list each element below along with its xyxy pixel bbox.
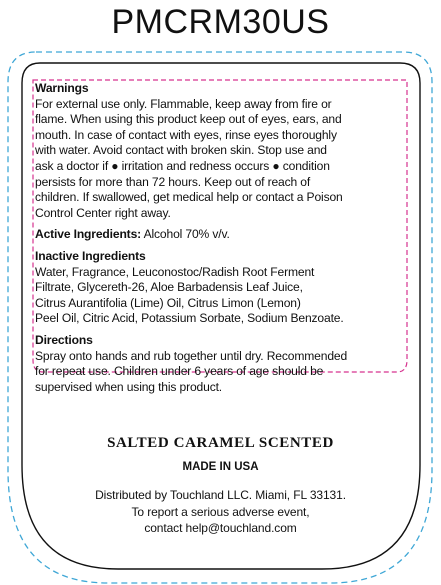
made-in: MADE IN USA	[182, 461, 259, 473]
warnings-line: flame. When using this product keep out of eyes, ears, and	[35, 112, 342, 127]
active-ingredients	[35, 227, 385, 243]
distributor-line: To report a serious adverse event,	[131, 504, 310, 519]
directions-line: Spray onto hands and rub together until dry. Recommended	[35, 348, 348, 363]
drug-facts	[35, 81, 385, 395]
product-code: PMCRM30US	[111, 3, 330, 41]
directions-text	[35, 349, 385, 396]
distributor-line: contact help@touchland.com	[144, 521, 297, 535]
inactive-line: Filtrate, Glycereth-26, Aloe Barbadensis Leaf Juice,	[35, 280, 303, 295]
warnings-line: Control Center right away.	[35, 205, 171, 220]
inactive-text	[35, 265, 385, 327]
inactive-line: Citrus Aurantifolia (Lime) Oil, Citrus Limon (Lemon)	[35, 295, 301, 310]
directions-line: for repeat use. Children under 6 years of age should be	[35, 364, 324, 379]
warnings-line: ask a doctor if ● irritation and redness occurs ● condition	[35, 158, 330, 173]
warnings-line: with water. Avoid contact with broken skin. Stop use and	[35, 143, 327, 158]
scent-name: SALTED CARAMEL SCENTED	[107, 435, 334, 451]
warnings-line: children. If swallowed, get medical help or contact a Poison	[35, 190, 343, 205]
inactive-heading: Inactive Ingredients	[35, 248, 146, 263]
directions-heading: Directions	[35, 332, 93, 347]
inactive-line: Peel Oil, Citric Acid, Potassium Sorbate, Sodium Benzoate.	[35, 311, 344, 326]
active-ingredients-value: Alcohol 70% v/v.	[141, 227, 230, 242]
distributor-info	[0, 487, 441, 537]
warnings-line: For external use only. Flammable, keep away from fire or	[35, 96, 332, 111]
active-ingredients-label: Active Ingredients:	[35, 227, 142, 242]
warnings-line: persists for more than 72 hours. Keep out of reach of	[35, 174, 311, 189]
warnings-text	[35, 97, 385, 222]
warnings-line: mouth. In case of contact with eyes, rinse eyes thoroughly	[35, 127, 337, 142]
inactive-line: Water, Fragrance, Leuconostoc/Radish Root Ferment	[35, 264, 315, 279]
warnings-heading: Warnings	[35, 81, 89, 95]
directions-line: supervised when using this product.	[35, 379, 223, 394]
distributor-line: Distributed by Touchland LLC. Miami, FL 33131.	[95, 488, 346, 502]
